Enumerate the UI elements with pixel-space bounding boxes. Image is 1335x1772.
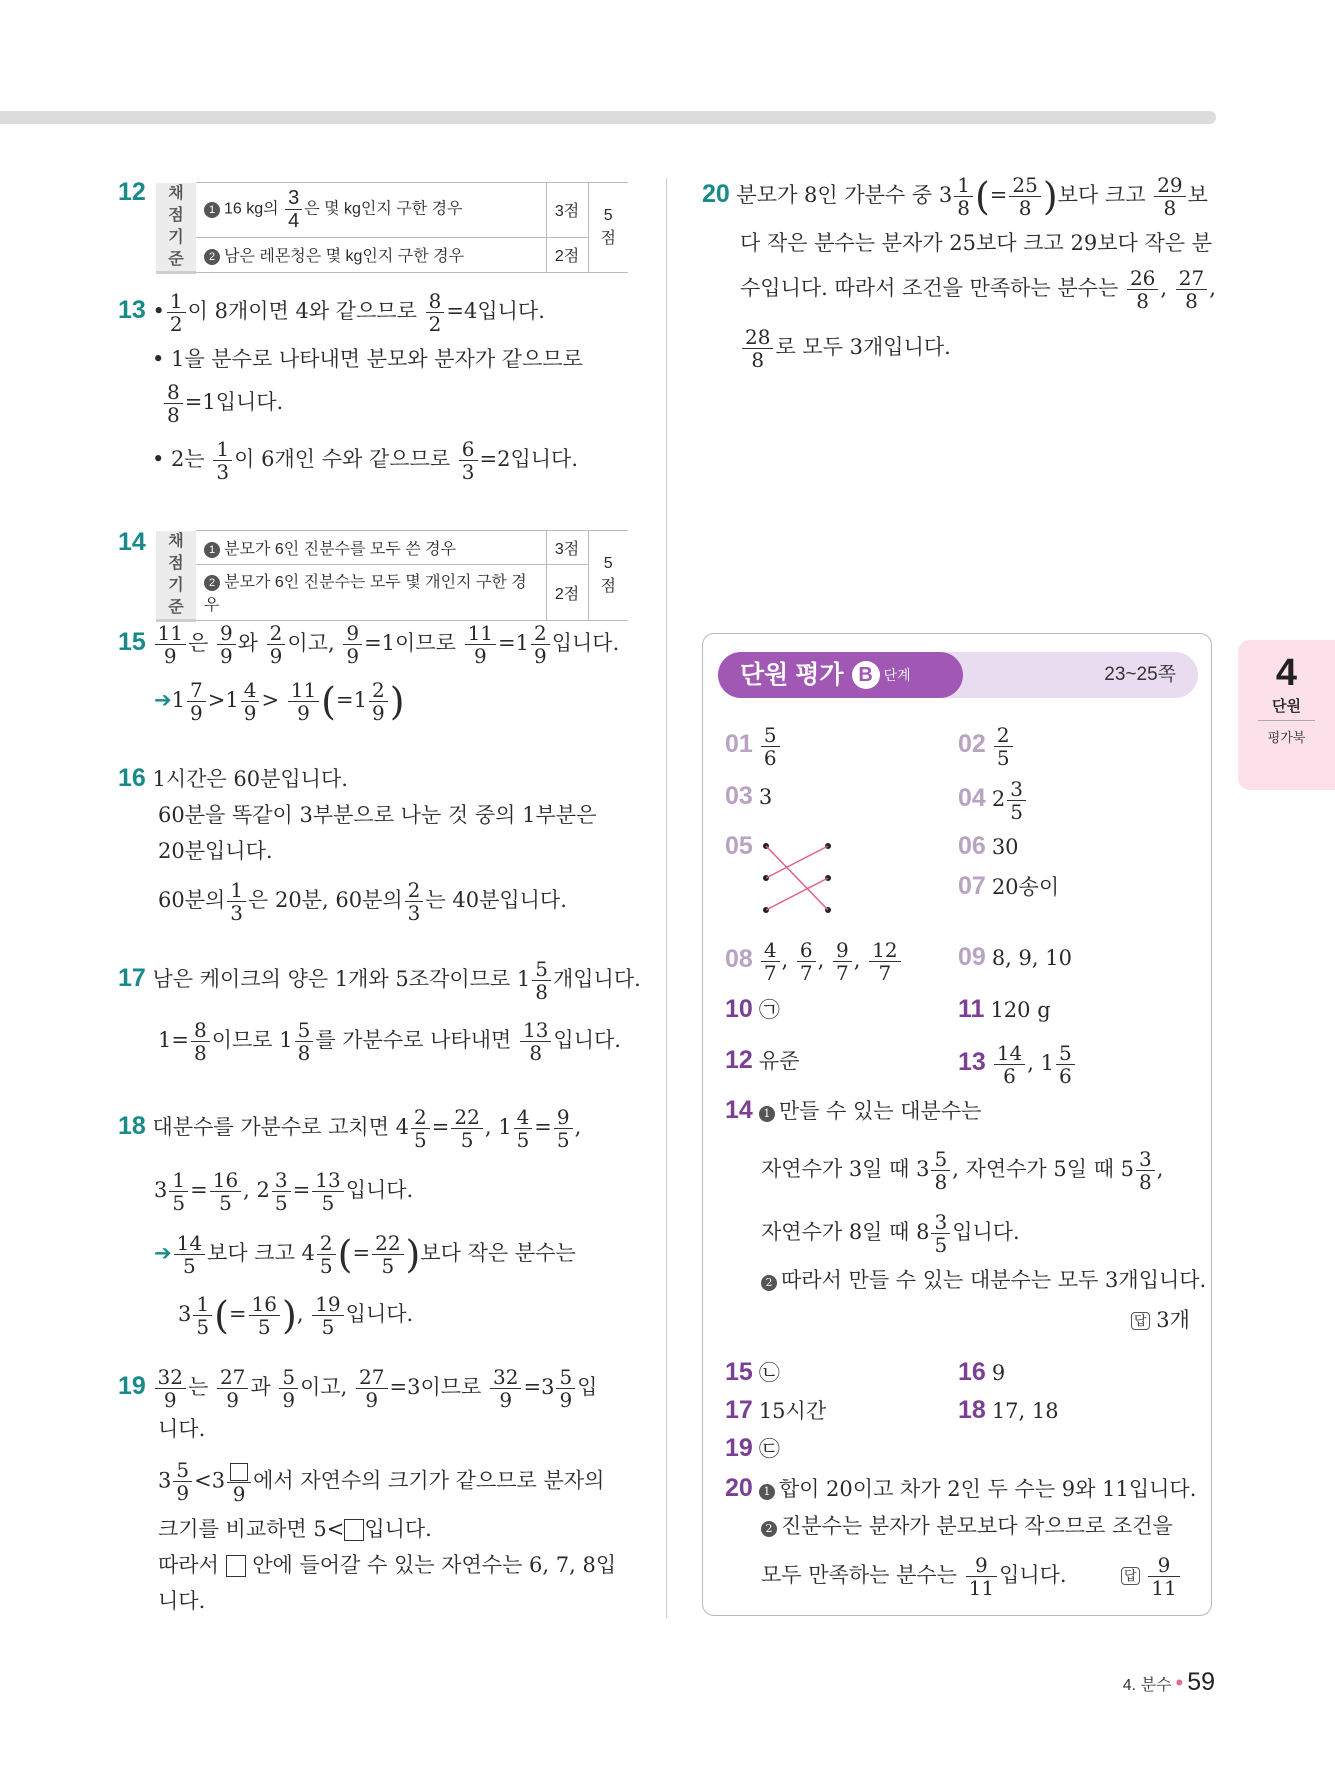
q12-criteria-row-1: 1 16 kg의 $\frac{3}{4}$ 은 몇 kg인지 구한 경우: [196, 183, 546, 238]
q13: 13 • $\frac{1}{2}$ 이 8개이면 4와 같으므로 $\frac{8}{2}$ =4입니다. • 1을 분수로 나타내면 분모와 분자가 같으므로 $\frac{8}{8}$ =1입니다. • 2는 $\frac{1}{3}$ 이 6개인 수와 같으므로 $\frac{6}{3}$ =2입니다.: [118, 289, 583, 484]
answer-11: 11 120 g: [958, 995, 1051, 1023]
answer-12: 12 유준: [725, 1046, 800, 1074]
q14-criteria-table: [156, 530, 628, 622]
q14-number: 14: [118, 528, 146, 556]
q14-criteria-row-2: 2 분모가 6인 진분수는 모두 몇 개인지 구한 경우: [196, 565, 546, 620]
chapter-unit-label: 단원: [1258, 695, 1315, 721]
answer-14-final: 답 3개: [1131, 1302, 1190, 1338]
answer-06: 06 30: [958, 832, 1019, 860]
page-footer: 4. 분수 • 59: [1122, 1668, 1215, 1696]
answer-04: 04 2 $\frac{3}{5}$: [958, 778, 1028, 823]
column-divider: [666, 178, 667, 1618]
q12-number: 12: [118, 178, 146, 206]
answer-16: 16 9: [958, 1358, 1006, 1386]
q12-criteria-row-2: 2 남은 레몬청은 몇 kg인지 구한 경우: [196, 237, 546, 272]
q12-criteria-table: [156, 182, 628, 274]
answer-03: 03 3: [725, 782, 773, 810]
answer-14-line-3: 자연수가 8일 때 8 $\frac{3}{5}$ 입니다.: [761, 1210, 1020, 1257]
page-number: 59: [1187, 1668, 1215, 1696]
answer-20-line-2: 2 진분수는 분자가 분모보다 작으므로 조건을: [761, 1508, 1173, 1544]
panel-title: 단원 평가: [740, 661, 844, 689]
q12-criteria-label: 채점 기준: [156, 183, 196, 273]
answer-17: 17 15시간: [725, 1396, 827, 1424]
answer-07: 07 20송이: [958, 872, 1060, 900]
q20: 20 분모가 8인 가분수 중 3 $\frac{1}{8}$ (= $\frac{25}{8}$ )보다 크고 $\frac{29}{8}$ 보 다 작은 분수는 분자가 25보다 크고 29보다 작은 분 수입니다. 따라서 조건을 만족하는 분수는 $\frac{26}{8}$ , $\frac{27}{8}$ , $\frac{28}{8}$ 로 모두 3개입니다.: [702, 173, 1216, 372]
answer-14-line-4: 2 따라서 만들 수 있는 대분수는 모두 3개입니다.: [761, 1262, 1206, 1298]
q14-score-2: 2점: [546, 565, 588, 620]
q12-score-2: 2점: [546, 237, 588, 272]
q14-score-1: 3점: [546, 531, 588, 565]
panel-pages: 23~25쪽: [1104, 664, 1176, 685]
panel-banner: 단원 평가 B 단계 23~25쪽: [718, 652, 1198, 698]
level-badge: B: [852, 661, 880, 689]
matching-lines-diagram: [758, 834, 838, 924]
chapter-number: 4: [1275, 652, 1298, 694]
answer-14: 14 1 만들 수 있는 대분수는: [725, 1096, 982, 1124]
answer-10: 10 ㉠: [725, 995, 780, 1023]
q16: 16 1시간은 60분입니다. 60분을 똑같이 3부분으로 나눈 것 중의 1부분은 20분입니다. 60분의 $\frac{1}{3}$ 은 20분, 60분의 $\frac{2}{3}$ 는 40분입니다.: [118, 764, 597, 925]
top-rule: [0, 111, 1216, 124]
answer-15: 15 ㉡: [725, 1358, 780, 1386]
answer-08: 08 $\frac{4}{7}$ , $\frac{6}{7}$ , $\frac{9}{7}$ , $\frac{12}{7}$: [725, 939, 903, 984]
q17: 17 남은 케이크의 양은 1개와 5조각이므로 1 $\frac{5}{8}$ 개입니다. 1= $\frac{8}{8}$ 이므로 1 $\frac{5}{8}$ 를 가분수로 나타내면 $\frac{13}{8}$ 입니다.: [118, 957, 641, 1065]
answer-20: 20 1 합이 20이고 차가 2인 두 수는 9와 11입니다.: [725, 1474, 1197, 1502]
chapter-book-label: 평가북: [1267, 730, 1306, 745]
answer-20-final: 답 $\frac{9}{11}$: [1121, 1554, 1182, 1599]
answer-19: 19 ㉢: [725, 1434, 780, 1462]
q12-total: 5점: [588, 183, 628, 273]
answer-01: 01 $\frac{5}{6}$: [725, 724, 782, 769]
footer-section: 4. 분수: [1122, 1677, 1172, 1694]
q15: 15 $\frac{11}{9}$ 은 $\frac{9}{9}$ 와 $\frac{2}{9}$ 이고, $\frac{9}{9}$ =1이므로 $\frac{11}{9}$ =1 $\frac{2}{9}$ 입니다. ➔1 $\frac{7}{9}$ >1 $\frac{4}{9}$ > $\frac{11}{9}$ (=1 $\frac{2}{9}$ ): [118, 621, 620, 725]
answer-09: 09 8, 9, 10: [958, 943, 1072, 971]
answer-02: 02 $\frac{2}{5}$: [958, 724, 1015, 769]
q14-criteria-label: 채점 기준: [156, 531, 196, 621]
answer-13: 13 $\frac{14}{6}$ , 1 $\frac{5}{6}$: [958, 1042, 1077, 1087]
q12-score-1: 3점: [546, 183, 588, 238]
answer-14-line-2: 자연수가 3일 때 3 $\frac{5}{8}$ , 자연수가 5일 때 5 $\frac{3}{8}$ ,: [761, 1147, 1164, 1194]
q14-criteria-row-1: 1 분모가 6인 진분수를 모두 쓴 경우: [196, 531, 546, 565]
unit-test-panel: [702, 633, 1212, 1616]
answer-20-line-3: 모두 만족하는 분수는 $\frac{9}{11}$ 입니다.: [761, 1553, 1067, 1600]
q19: 19 $\frac{32}{9}$ 는 $\frac{27}{9}$ 과 $\frac{5}{9}$ 이고, $\frac{27}{9}$ =3이므로 $\frac{32}{9}$ =3 $\frac{5}{9}$ 입 니다. 3 $\frac{5}{9}$ <3 9 에서 자연수의 크기가 같으므로 분자의 크기를 비교하면 5< 입니다. 따라서 안에 들어갈 수 있는 자연수는 6, 7, 8입 니다.: [118, 1365, 617, 1613]
q18: 18 대분수를 가분수로 고치면 4 $\frac{2}{5}$ = $\frac{22}{5}$ , 1 $\frac{4}{5}$ = $\frac{9}{5}$ , 3 $\frac{1}{5}$ = $\frac{16}{5}$ , 2 $\frac{3}{5}$ = $\frac{13}{5}$ 입니다. ➔ $\frac{14}{5}$ 보다 크고 4 $\frac{2}{5}$ (= $\frac{22}{5}$ )보다 작은 분수는 3 $\frac{1}{5}$ (= $\frac{16}{5}$ ), $\frac{19}{5}$ 입니다.: [118, 1105, 582, 1339]
answer-18: 18 17, 18: [958, 1396, 1059, 1424]
q14-total: 5점: [588, 531, 628, 621]
answer-05: 05: [725, 832, 753, 860]
chapter-tab: [1238, 640, 1335, 790]
